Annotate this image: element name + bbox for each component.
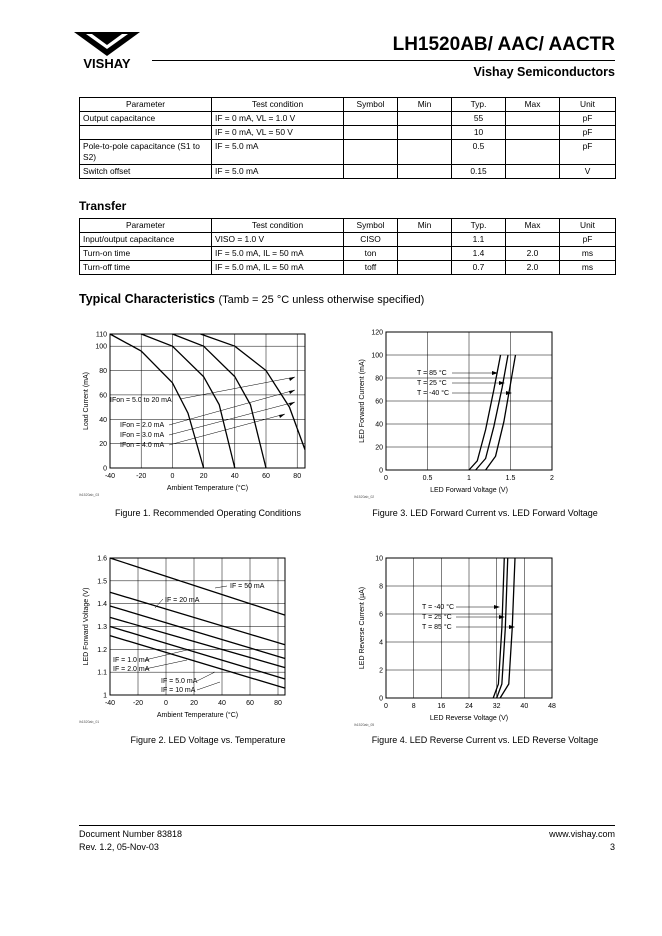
- y-tick-label: 40: [99, 416, 107, 424]
- x-tick-label: -20: [136, 473, 147, 480]
- x-tick-label: 0: [164, 700, 168, 707]
- x-tick-label: 0.5: [422, 475, 433, 482]
- page-subtitle: Vishay Semiconductors: [473, 65, 615, 79]
- cell-typ: 0.15: [452, 165, 506, 179]
- col-max: Max: [506, 219, 560, 233]
- cell-cond: IF = 0 mA, VL = 50 V: [212, 126, 344, 140]
- cell-max: [506, 126, 560, 140]
- section-heading-transfer: Transfer: [79, 199, 127, 213]
- cell-min: [398, 165, 452, 179]
- x-axis-label: Ambient Temperature (°C): [156, 712, 239, 719]
- annotation-label: IFon = 3.0 mA: [120, 432, 165, 439]
- cell-cond: IF = 5.0 mA: [212, 165, 344, 179]
- figure-2-caption: Figure 2. LED Voltage vs. Temperature: [130, 735, 286, 745]
- annotation-leader: [169, 414, 285, 445]
- x-tick-label: 32: [492, 703, 501, 710]
- figure-1-chart: [75, 322, 325, 504]
- cell-max: 2.0: [506, 247, 560, 261]
- annotation-leader: [197, 672, 215, 681]
- x-tick-label: 8: [411, 703, 416, 710]
- y-tick-label: 20: [99, 441, 107, 449]
- cell-unit: pF: [560, 112, 616, 126]
- figure-3-chart: [350, 322, 570, 504]
- x-tick-label: 20: [190, 700, 198, 707]
- annotation-label: IF = 50 mA: [230, 583, 265, 590]
- y-tick-label: 1.6: [97, 555, 107, 563]
- x-axis-label: Ambient Temperature (°C): [166, 485, 249, 492]
- figure-1-caption: Figure 1. Recommended Operating Conditions: [114, 508, 302, 518]
- annotation-leader: [215, 586, 227, 588]
- annotation-label: IF = 1.0 mA: [113, 657, 150, 664]
- cell-unit: ms: [560, 261, 616, 275]
- y-tick-label: 60: [375, 398, 383, 406]
- col-symbol: Symbol: [344, 219, 398, 233]
- y-tick-label: 0: [379, 467, 383, 475]
- x-tick-label: 80: [293, 473, 302, 480]
- table-row: [80, 140, 616, 165]
- x-tick-label: -20: [132, 700, 144, 707]
- col-test-condition: Test condition: [212, 98, 344, 112]
- cell-cond: IF = 5.0 mA, IL = 50 mA: [212, 247, 344, 261]
- characteristics-note: (Tamb = 25 °C unless otherwise specified): [218, 294, 425, 306]
- vishay-logo-mark: [72, 30, 142, 70]
- cell-unit: pF: [560, 140, 616, 165]
- cell-param: Pole-to-pole capacitance (S1 to S2): [80, 140, 212, 165]
- footer-doc-number: Document Number 83818: [79, 829, 183, 839]
- y-axis-label: LED Forward Current (mA): [359, 359, 366, 443]
- col-symbol: Symbol: [344, 98, 398, 112]
- cell-min: [398, 126, 452, 140]
- y-tick-label: 120: [371, 329, 383, 337]
- series-line: [486, 355, 516, 470]
- table-header-row: [80, 98, 616, 112]
- cell-symbol: [344, 126, 398, 140]
- y-tick-label: 100: [95, 343, 107, 351]
- col-unit: Unit: [560, 219, 616, 233]
- col-min: Min: [398, 98, 452, 112]
- cell-param: [80, 126, 212, 140]
- x-tick-label: 40: [230, 473, 239, 480]
- footer-revision: Rev. 1.2, 05-Nov-03: [79, 842, 159, 852]
- table-row: [80, 261, 616, 275]
- y-tick-label: 10: [375, 555, 383, 563]
- y-tick-label: 1.3: [97, 624, 107, 631]
- annotation-label: T = 25 °C: [417, 380, 447, 387]
- y-tick-label: 100: [371, 352, 383, 360]
- cell-typ: 0.5: [452, 140, 506, 165]
- cell-typ: 55: [452, 112, 506, 126]
- cell-cond: VISO = 1.0 V: [212, 233, 344, 247]
- figure-code: lh1520ab_05: [354, 723, 375, 727]
- x-tick-label: 1: [467, 475, 471, 482]
- figure-2-chart: [75, 550, 305, 730]
- y-tick-label: 4: [379, 639, 383, 647]
- series-line: [110, 606, 285, 659]
- x-tick-label: 24: [465, 703, 473, 710]
- figure-code: lh1520ab_01: [79, 720, 100, 724]
- annotation-label: IFon = 5.0 to 20 mA: [110, 397, 172, 404]
- page-title: LH1520AB/ AAC/ AACTR: [392, 34, 615, 55]
- y-tick-label: 1.1: [97, 669, 107, 677]
- annotation-arrowhead: [499, 381, 505, 385]
- cell-symbol: [344, 112, 398, 126]
- y-tick-label: 40: [375, 421, 383, 429]
- col-min: Min: [398, 219, 452, 233]
- cell-max: [506, 233, 560, 247]
- annotation-arrowhead: [289, 402, 295, 406]
- series-line: [476, 355, 508, 470]
- annotation-label: T = 85 °C: [417, 370, 447, 377]
- y-tick-label: 1.4: [97, 601, 107, 609]
- figure-4-caption: Figure 4. LED Reverse Current vs. LED Reverse Voltage: [371, 735, 599, 745]
- cell-param: Turn-on time: [80, 247, 212, 261]
- cell-max: [506, 112, 560, 126]
- x-tick-label: 0: [170, 473, 175, 480]
- section-heading-characteristics: [79, 292, 424, 306]
- y-tick-label: 0: [103, 465, 107, 473]
- y-tick-label: 1.2: [97, 646, 107, 654]
- x-tick-label: 40: [218, 700, 226, 707]
- x-tick-label: 0: [384, 475, 388, 482]
- cell-symbol: [344, 140, 398, 165]
- y-tick-label: 80: [99, 368, 107, 376]
- cell-max: [506, 165, 560, 179]
- y-tick-label: 0: [379, 695, 383, 703]
- cell-symbol: ton: [344, 247, 398, 261]
- header-rule: [152, 60, 615, 61]
- figure-code: lh1520ab_03: [79, 493, 100, 497]
- footer-rule: [79, 825, 615, 826]
- figure-4-chart: [350, 550, 570, 730]
- cell-unit: ms: [560, 247, 616, 261]
- y-tick-label: 1: [103, 692, 107, 700]
- characteristics-title: Typical Characteristics: [79, 292, 215, 306]
- cell-typ: 0.7: [452, 261, 506, 275]
- annotation-leader: [169, 402, 295, 435]
- figure-code: lh1520ab_02: [354, 495, 375, 499]
- footer-page-number: 3: [609, 842, 615, 852]
- x-tick-label: 1.5: [505, 475, 516, 482]
- table-row: [80, 247, 616, 261]
- x-tick-label: 20: [199, 473, 208, 480]
- table-header-row: [80, 219, 616, 233]
- cell-cond: IF = 5.0 mA, IL = 50 mA: [212, 261, 344, 275]
- col-unit: Unit: [560, 98, 616, 112]
- cell-cond: IF = 5.0 mA: [212, 140, 344, 165]
- cell-max: [506, 140, 560, 165]
- x-tick-label: 16: [437, 703, 446, 710]
- annotation-label: T = -40 °C: [422, 604, 455, 611]
- cell-typ: 1.1: [452, 233, 506, 247]
- annotation-label: IF = 2.0 mA: [113, 666, 150, 673]
- footer-website: www.vishay.com: [549, 829, 615, 839]
- cell-unit: pF: [560, 233, 616, 247]
- x-tick-label: 40: [520, 703, 529, 710]
- cell-param: Turn-off time: [80, 261, 212, 275]
- x-tick-label: 0: [384, 703, 388, 710]
- annotation-leader: [169, 390, 295, 425]
- x-tick-label: 60: [246, 700, 254, 707]
- cell-cond: IF = 0 mA, VL = 1.0 V: [212, 112, 344, 126]
- x-tick-label: -40: [104, 700, 116, 707]
- cell-param: Switch offset: [80, 165, 212, 179]
- spec-table-transfer: [79, 218, 616, 275]
- annotation-label: T = 85 °C: [422, 624, 452, 631]
- annotation-arrowhead: [289, 390, 295, 394]
- annotation-leader: [197, 682, 220, 690]
- x-axis-label: LED Forward Voltage (V): [430, 487, 508, 494]
- annotation-label: IFon = 4.0 mA: [120, 442, 165, 449]
- y-axis-label: LED Reverse Current (µA): [359, 586, 366, 670]
- y-tick-label: 8: [379, 583, 383, 591]
- x-tick-label: -40: [104, 473, 116, 480]
- col-max: Max: [506, 98, 560, 112]
- vishay-logo: [72, 30, 142, 70]
- y-tick-label: 110: [95, 331, 107, 339]
- y-tick-label: 2: [379, 667, 383, 675]
- y-tick-label: 1.5: [97, 578, 107, 586]
- col-parameter: Parameter: [80, 219, 212, 233]
- y-tick-label: 60: [99, 392, 107, 400]
- x-tick-label: 48: [548, 703, 556, 710]
- annotation-arrowhead: [279, 414, 285, 418]
- table-row: [80, 233, 616, 247]
- cell-param: Input/output capacitance: [80, 233, 212, 247]
- cell-symbol: CISO: [344, 233, 398, 247]
- annotation-label: T = 25 °C: [422, 614, 452, 621]
- col-typ: Typ.: [452, 219, 506, 233]
- logo-text: VISHAY: [83, 56, 131, 70]
- col-test-condition: Test condition: [212, 219, 344, 233]
- annotation-label: IFon = 2.0 mA: [120, 422, 165, 429]
- x-tick-label: 2: [550, 475, 554, 482]
- cell-param: Output capacitance: [80, 112, 212, 126]
- cell-min: [398, 140, 452, 165]
- cell-min: [398, 112, 452, 126]
- cell-min: [398, 233, 452, 247]
- col-parameter: Parameter: [80, 98, 212, 112]
- y-axis-label: Load Current (mA): [83, 372, 90, 430]
- table-row: [80, 112, 616, 126]
- table-row: [80, 126, 616, 140]
- cell-symbol: toff: [344, 261, 398, 275]
- col-typ: Typ.: [452, 98, 506, 112]
- x-tick-label: 60: [262, 473, 270, 480]
- x-tick-label: 80: [274, 700, 282, 707]
- annotation-label: IF = 5.0 mA: [161, 678, 198, 685]
- cell-typ: 10: [452, 126, 506, 140]
- cell-min: [398, 261, 452, 275]
- annotation-arrowhead: [494, 605, 500, 609]
- cell-symbol: [344, 165, 398, 179]
- cell-max: 2.0: [506, 261, 560, 275]
- annotation-label: IF = 20 mA: [165, 597, 200, 604]
- series-line: [172, 334, 266, 468]
- cell-unit: pF: [560, 126, 616, 140]
- annotation-label: T = -40 °C: [417, 390, 450, 397]
- x-axis-label: LED Reverse Voltage (V): [429, 715, 509, 722]
- spec-table-capacitance: [79, 97, 616, 179]
- y-tick-label: 6: [379, 611, 383, 619]
- cell-unit: V: [560, 165, 616, 179]
- table-row: [80, 165, 616, 179]
- cell-typ: 1.4: [452, 247, 506, 261]
- y-tick-label: 20: [375, 444, 383, 452]
- annotation-arrowhead: [289, 377, 295, 381]
- figure-3-caption: Figure 3. LED Forward Current vs. LED Forward Voltage: [372, 508, 598, 518]
- y-tick-label: 80: [375, 375, 383, 383]
- y-axis-label: LED Forward Voltage (V): [83, 587, 90, 666]
- annotation-label: IF = 10 mA: [161, 687, 196, 694]
- cell-min: [398, 247, 452, 261]
